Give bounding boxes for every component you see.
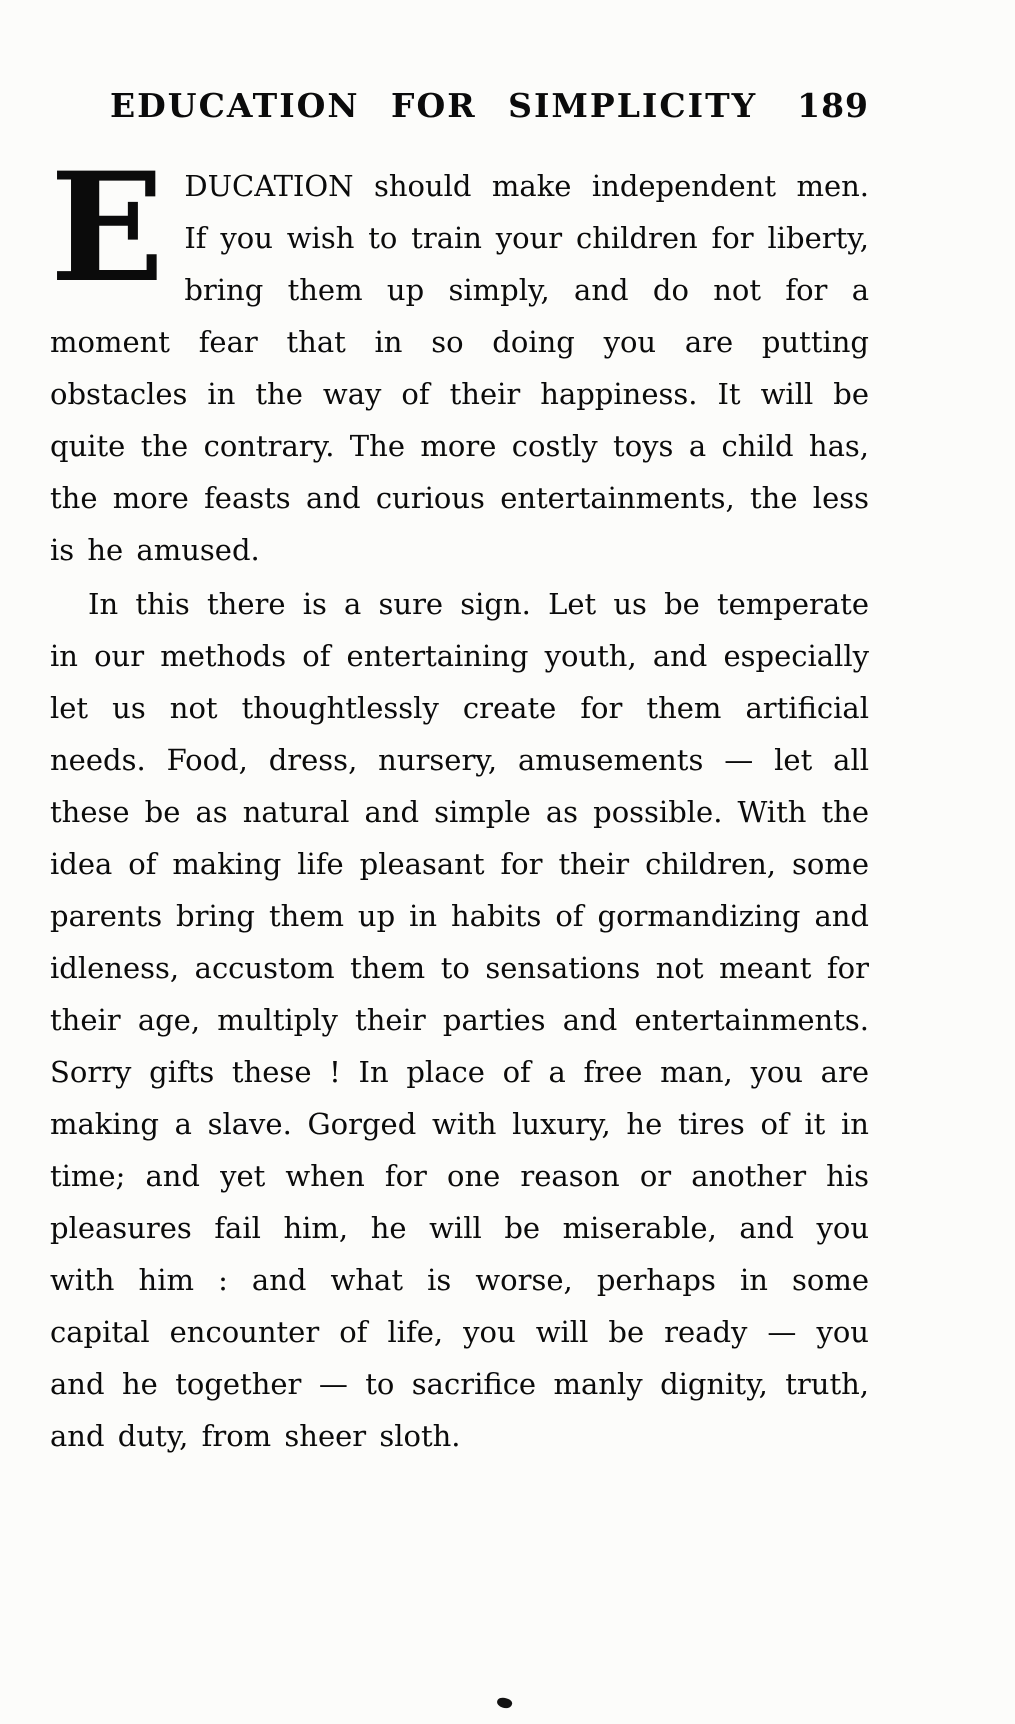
page-number: 189 — [797, 86, 869, 125]
paragraph-second: In this there is a sure sign. Let us be temperate in our methods of entertaining youth, and especially let us not thoughtlessly create for them artificial needs. Food, dress, nursery, amusements — let all these be as natural and simple as possible. With the idea of making life pleasant for their children, some parents bring them up in habits of gormandizing and idleness, accustom them to sensations not meant for their age, multiply their parties and entertainments. Sorry gifts these ! In place of a free man, you are making a slave. Gorged with luxury, he tires of it in time; and yet when for one reason or another his pleasures fail him, he will be miserable, and you with him : and what is worse, perhaps in some capital encounter of life, you will be ready — you and he together — to sacrifice manly dignity, truth, and duty, from sheer sloth. — [50, 587, 869, 1453]
drop-cap: E — [50, 140, 165, 316]
paragraph-first-text: DUCATION should make independent men. If you wish to train your children for liberty, bring them up simply, and do not for a moment fear that in so doing you are putting obstacles in the way of their happiness. It will be quite the contrary. The more costly toys a child has, the more feasts and curious entertainments, the less is he amused. — [50, 169, 869, 567]
chapter-title: EDUCATION FOR SIMPLICITY — [110, 86, 758, 125]
running-header — [50, 86, 869, 134]
ink-smudge-artifact — [496, 1696, 513, 1710]
paragraph-first — [50, 140, 869, 576]
